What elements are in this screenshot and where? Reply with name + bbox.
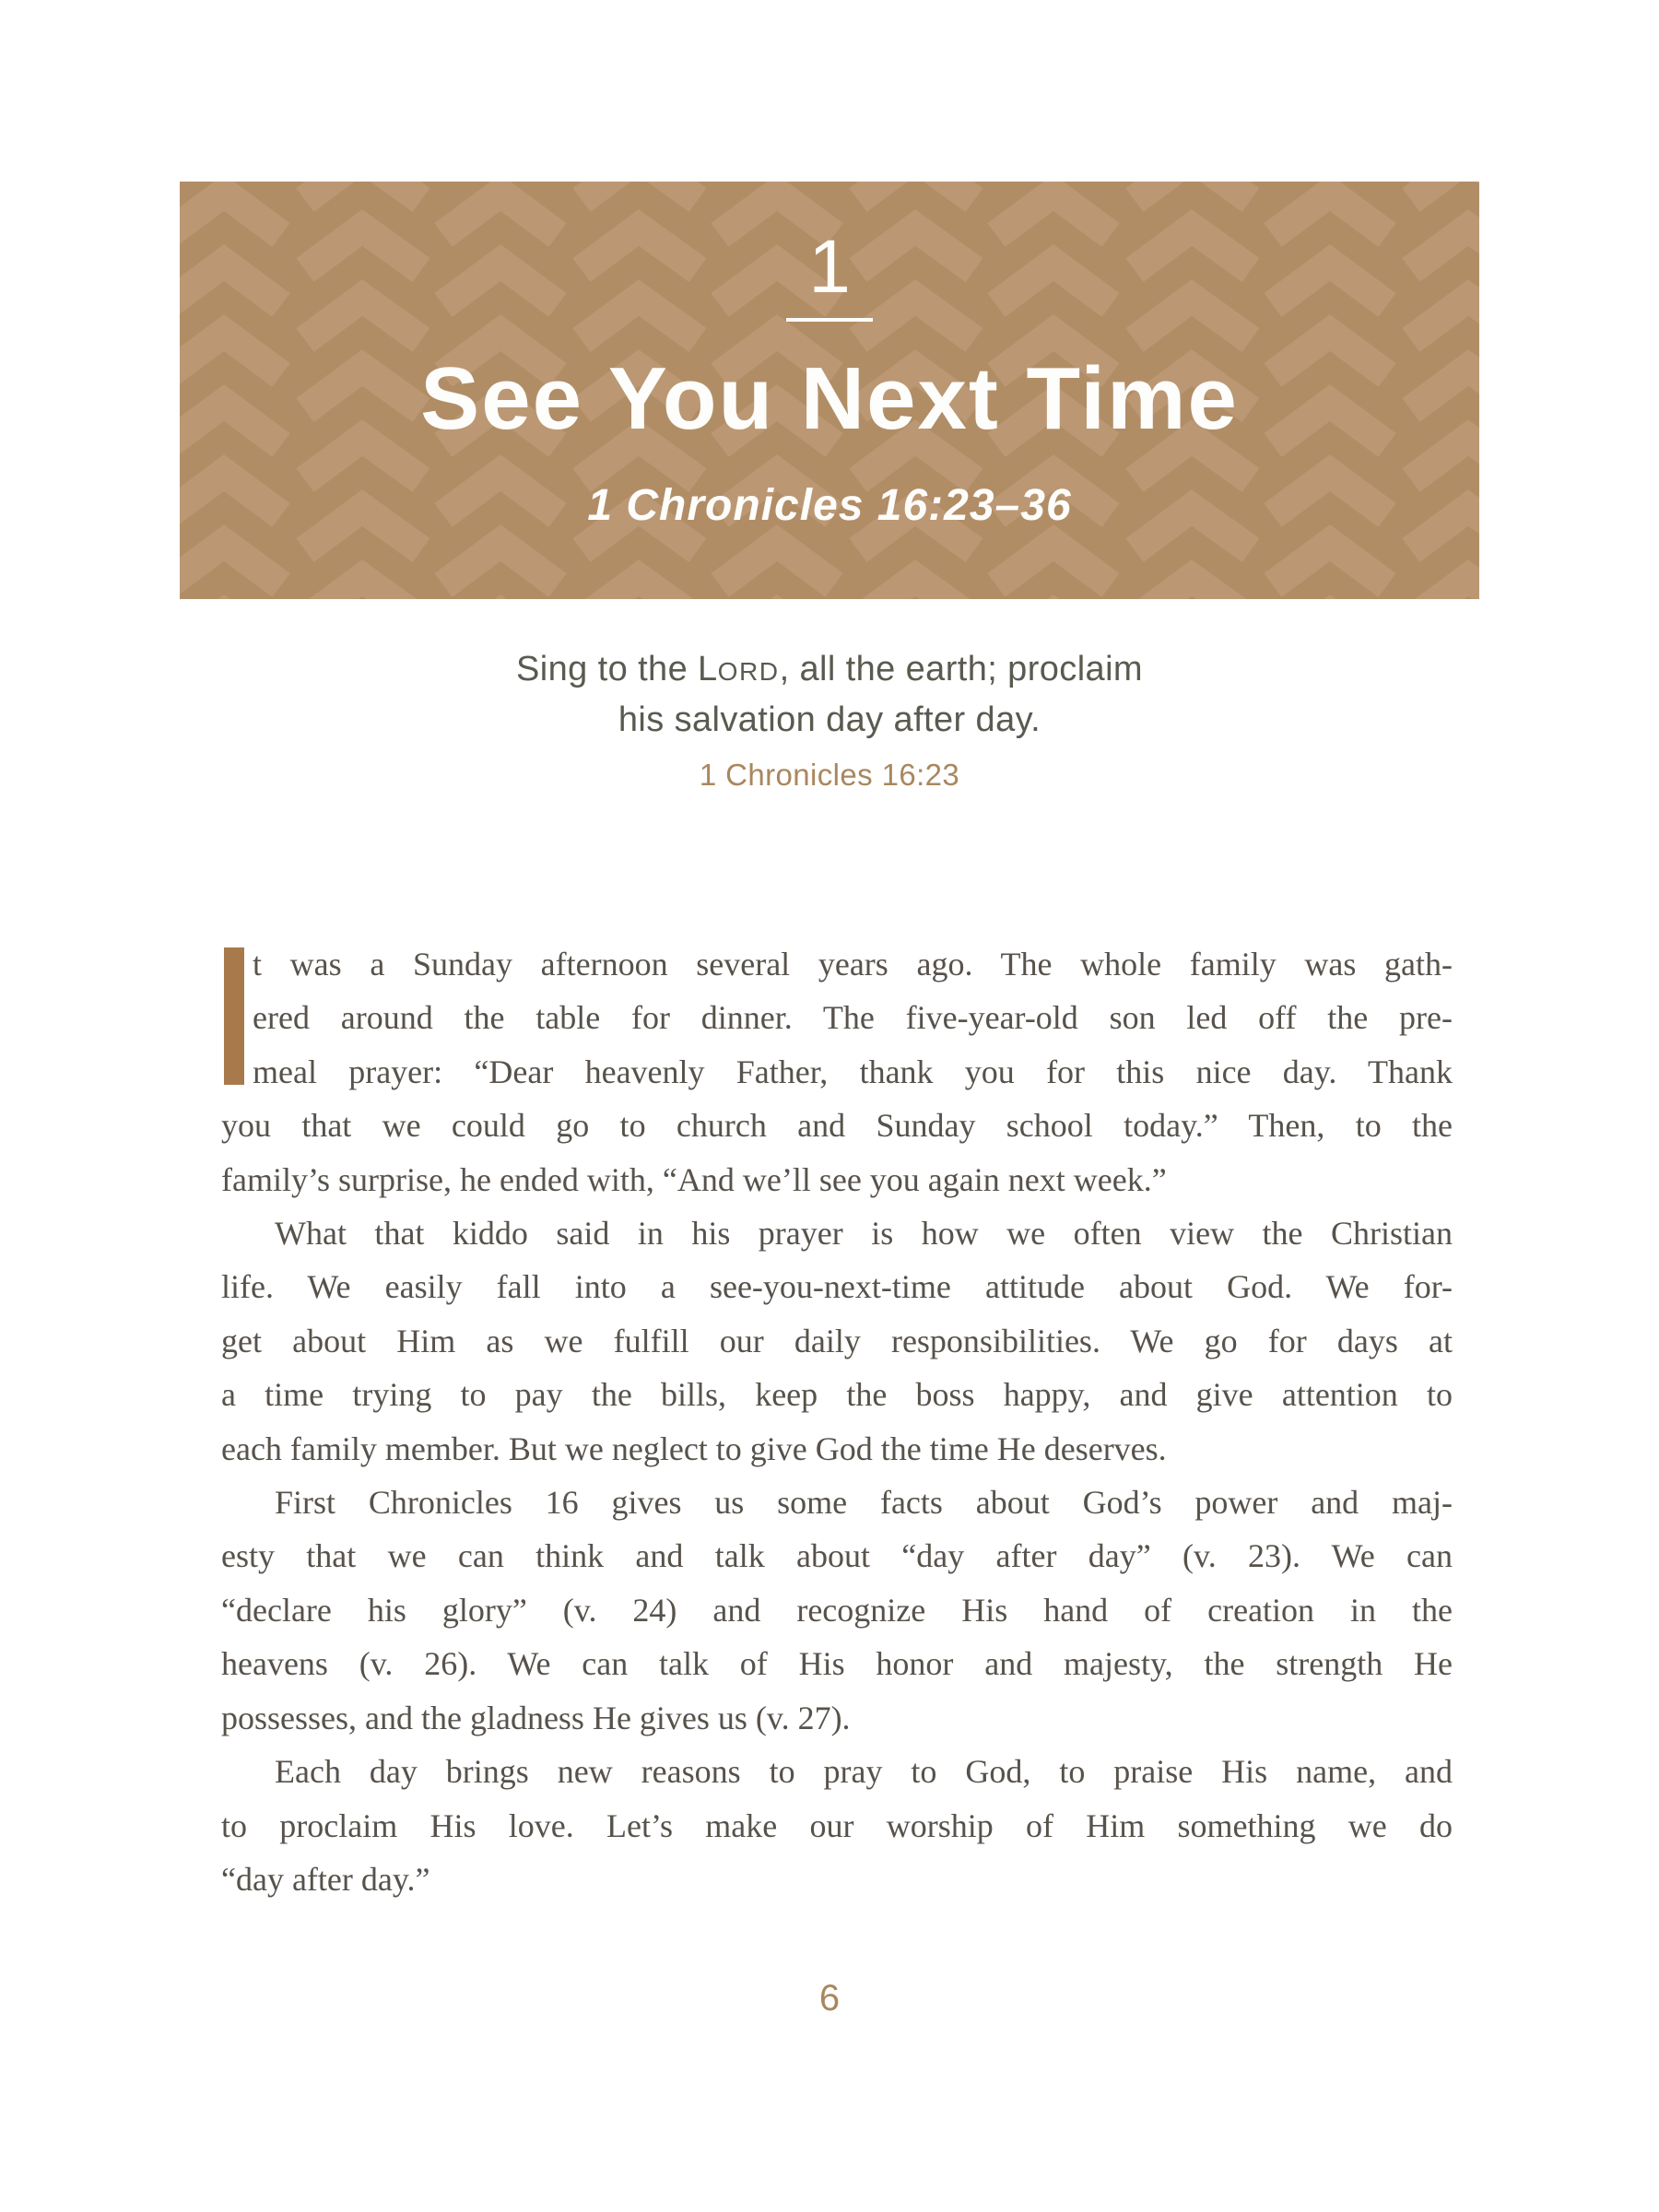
- body-line: possesses, and the gladness He gives us (v. 27).: [221, 1699, 851, 1736]
- body-line: “day after day.”: [221, 1860, 430, 1898]
- drop-cap-letter-i: [224, 947, 244, 1085]
- banner-content: [180, 182, 1479, 599]
- chapter-scripture-reference: 1 Chronicles 16:23–36: [587, 481, 1072, 530]
- body-line: you that we could go to church and Sunday school today.” Then, to the: [221, 1107, 1453, 1145]
- epigraph-line-1: Sing to the LORD, all the earth; proclaim: [516, 650, 1143, 688]
- body-line: t was a Sunday afternoon several years ago. The whole family was gath-: [253, 946, 1453, 982]
- body-line: a time trying to pay the bills, keep the boss happy, and give attention to: [221, 1376, 1453, 1414]
- body-line: life. We easily fall into a see-you-next-time attitude about God. We for-: [221, 1268, 1453, 1306]
- body-line: to proclaim His love. Let’s make our worship of Him something we do: [221, 1806, 1453, 1844]
- small-caps-lord: ORD: [717, 657, 780, 686]
- chapter-header-banner: [180, 182, 1479, 599]
- epigraph-reference: 1 Chronicles 16:23: [699, 758, 960, 792]
- body-line: esty that we can think and talk about “day after day” (v. 23). We can: [221, 1537, 1453, 1575]
- body-line: First Chronicles 16 gives us some facts about God’s power and maj-: [275, 1484, 1453, 1522]
- chapter-title: See You Next Time: [420, 349, 1239, 448]
- body-line: What that kiddo said in his prayer is how we often view the Christian: [275, 1215, 1453, 1253]
- epigraph-verse: [0, 645, 1659, 744]
- chapter-number-rule: [786, 318, 873, 322]
- body-line: ered around the table for dinner. The five-year-old son led off the pre-: [253, 999, 1453, 1037]
- page-number: 6: [818, 1978, 841, 2018]
- body-line: family’s surprise, he ended with, “And we’ll see you again next week.”: [221, 1160, 1167, 1198]
- body-line: each family member. But we neglect to give God the time He deserves.: [221, 1430, 1167, 1467]
- body-line: meal prayer: “Dear heavenly Father, thank you for this nice day. Thank: [253, 1053, 1453, 1090]
- epigraph-line-2: his salvation day after day.: [618, 700, 1041, 739]
- body-line: get about Him as we fulfill our daily responsibilities. We go for days at: [221, 1322, 1453, 1359]
- body-line: Each day brings new reasons to pray to God, to praise His name, and: [275, 1753, 1453, 1791]
- body-text: [221, 937, 1453, 1906]
- chapter-number: 1: [808, 225, 851, 309]
- body-line: heavens (v. 26). We can talk of His honor and majesty, the strength He: [221, 1645, 1453, 1683]
- body-line: “declare his glory” (v. 24) and recognize His hand of creation in the: [221, 1591, 1453, 1629]
